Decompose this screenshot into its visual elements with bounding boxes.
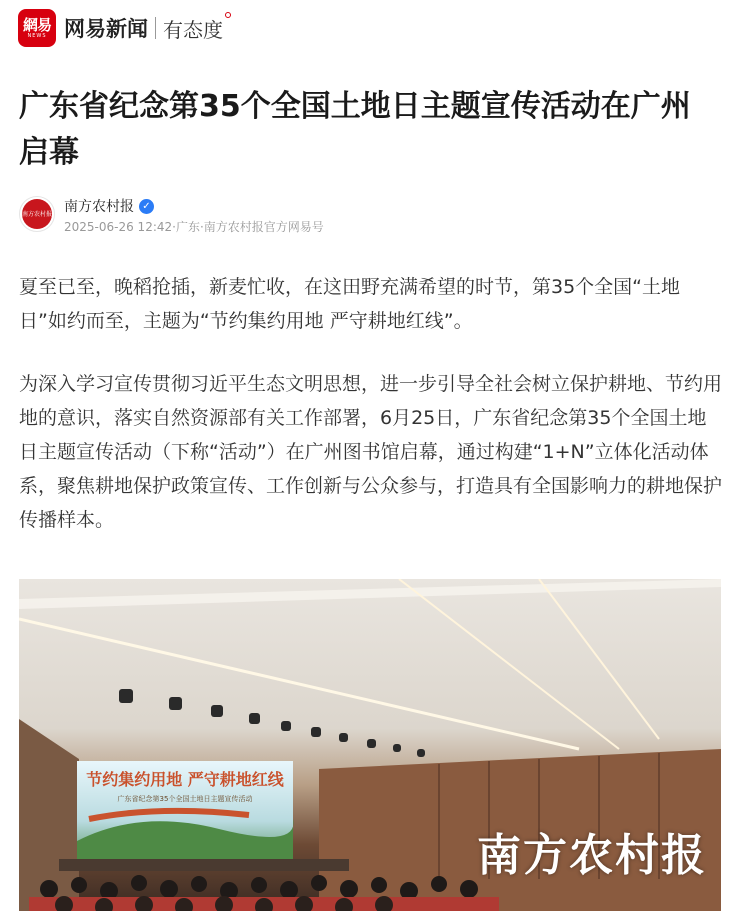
publish-info: 2025-06-26 12:42·广东·南方农村报官方网易号 [64, 220, 324, 234]
brand-slogan: 有态度 [163, 14, 223, 43]
article-title: 广东省纪念第35个全国土地日主题宣传活动在广州启幕 [19, 89, 691, 170]
article-paragraph-1: 夏至已至，晚稻抢插，新麦忙收，在这田野充满希望的时节，第35个全国“土地日”如约而至，主题为“节约集约用地 严守耕地红线”。 [19, 276, 681, 332]
article-photo[interactable] [19, 579, 721, 911]
brand-name[interactable]: 网易新闻 [64, 17, 148, 41]
author-avatar[interactable] [19, 196, 55, 232]
screen-title: 节约集约用地 严守耕地红线 [86, 770, 284, 789]
photo-watermark: 南方农村报 [477, 830, 707, 881]
author-block[interactable] [19, 196, 324, 235]
netease-logo[interactable] [18, 9, 56, 47]
header-divider [155, 17, 156, 39]
avatar-text: 南方农村报 [22, 199, 52, 229]
author-name[interactable]: 南方农村报 [64, 199, 134, 215]
app-header [18, 10, 223, 46]
logo-sub: NEWS [27, 33, 47, 39]
article-paragraph-2: 为深入学习宣传贯彻习近平生态文明思想，进一步引导全社会树立保护耕地、节约用地的意识，落实自然资源部有关工作部署，6月25日，广东省纪念第35个全国土地日主题宣传活动（下称“活动”）在广州图书馆启幕，通过构建“1+N”立体化活动体系，聚焦耕地保护政策宣传、工作创新与公众参与，打造具有全国影响力的耕地保护传播样本。 [19, 373, 723, 531]
logo-text: 網易 [22, 16, 51, 34]
author-meta [64, 196, 324, 235]
screen-subtitle: 广东省纪念第35个全国土地日主题宣传活动 [117, 795, 253, 803]
verified-check-icon: ✓ [139, 199, 154, 214]
slogan-dot-icon [225, 12, 231, 18]
